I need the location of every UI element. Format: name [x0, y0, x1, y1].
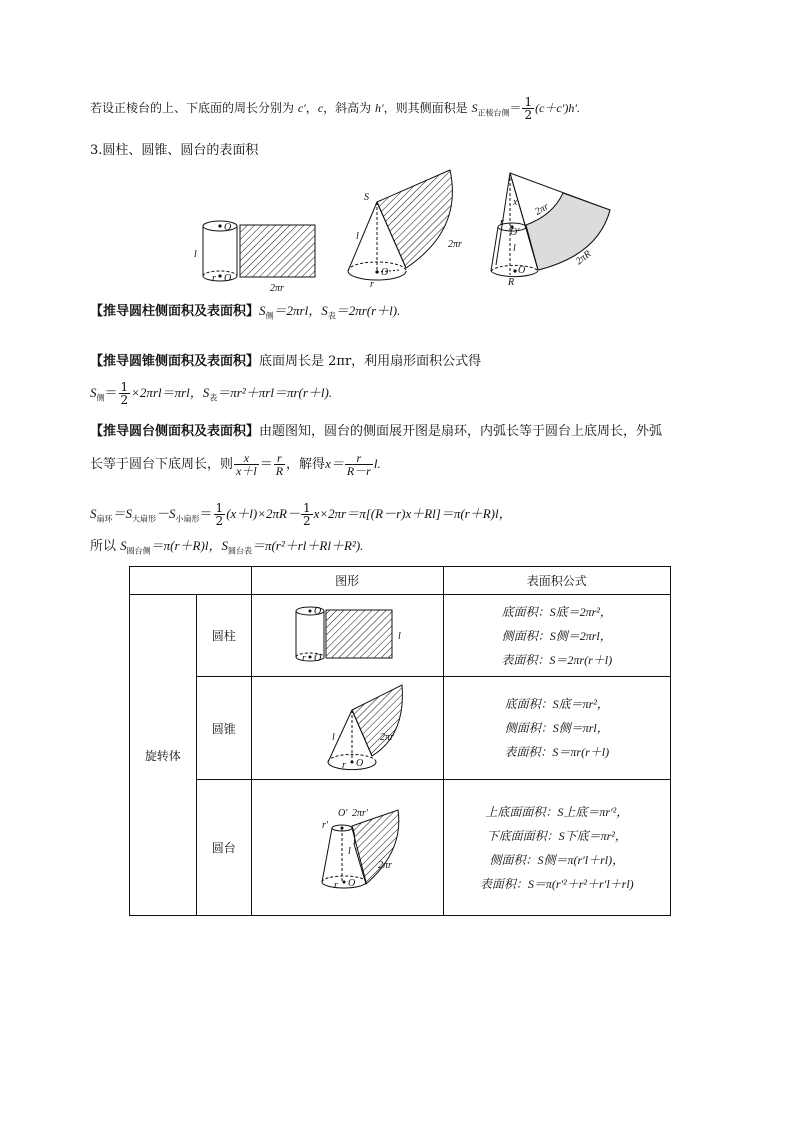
var-S: S — [471, 101, 478, 115]
table-row — [130, 595, 671, 677]
frustum-derivation-2: 长等于圆台下底周长，则 $\frac{x}{x+l}$ ＝ $\frac{r}{R}$ ，解得x＝ $\frac{r}{R-r}$ l. — [90, 451, 381, 478]
cone-S-label: S — [364, 192, 369, 203]
formula-line: 上底面面积：S上底＝πr′²， — [485, 804, 629, 819]
header-cell-empty — [130, 567, 252, 595]
frustum-formula-cell — [443, 780, 670, 916]
svg-text:O: O — [314, 606, 322, 617]
frustum-heading: 【推导圆台侧面积及表面积】 — [90, 424, 260, 439]
section-title: 3.圆柱、圆锥、圆台的表面积 — [90, 143, 259, 158]
frus-2pir-label: 2πr — [533, 201, 551, 218]
cyl-O2-label: O — [224, 273, 232, 284]
cyl-r-label: r — [212, 273, 216, 284]
top-diagrams — [180, 165, 620, 295]
frustum-final: 所以 $S_{圆台侧}=\pi(r+R)l$，$S_{圆台表}=\pi(r^2+rl+Rl+R^2)$. — [90, 538, 364, 556]
svg-text:O′: O′ — [338, 808, 348, 819]
row-name-frustum: 圆台 — [196, 780, 251, 916]
svg-text:r′: r′ — [322, 820, 329, 831]
intro-text-3: ，则其侧面积是 — [383, 101, 468, 115]
formula-line: 表面积：S＝πr(r＋l) — [504, 745, 610, 759]
frus-O-label: O — [518, 265, 526, 276]
frustum-derivation-1: 【推导圆台侧面积及表面积】由题图知，圆台的侧面展开图是扇环，内弧长等于圆台上底周长，外弧 — [90, 424, 663, 439]
cyl-heading: 【推导圆柱侧面积及表面积】 — [90, 304, 260, 319]
cone-O-label: O — [381, 267, 389, 278]
row-name-cylinder: 圆柱 — [196, 595, 251, 677]
svg-text:O: O — [356, 757, 364, 769]
frustum-figure — [491, 173, 610, 288]
formula-line: 下底面面积：S下底＝πr²， — [486, 828, 627, 843]
formula-line: 表面积：S＝2πr(r＋l) — [501, 652, 613, 667]
frustum-ring-formula: $S_{扇环}=S_{大扇形}-S_{小扇形}=$ $\frac{1}{2}$ (x＋l)×2πR－ $\frac{1}{2}$ x×2πr＝π[(R－r)x＋Rl]＝π(r＋R)l， — [90, 501, 512, 528]
svg-text:l: l — [332, 731, 335, 743]
cyl-O-label: O — [224, 222, 232, 233]
header-cell-figure: 图形 — [251, 567, 443, 595]
svg-text:l: l — [398, 631, 401, 642]
intro-line — [90, 96, 580, 122]
frus-r-label: r — [500, 217, 504, 228]
cylinder-formula-cell — [443, 595, 670, 677]
fraction-half: $\frac{1}{2}$ — [524, 95, 533, 122]
frus-x-label: x — [513, 197, 518, 208]
formula-tail: (c＋c′)h′. — [535, 101, 581, 115]
formula-line: 底面积：S底＝πr²， — [504, 697, 609, 711]
cyl-l-label: l — [194, 249, 197, 260]
frus-O1-label: O′ — [510, 227, 520, 238]
table-header-row — [130, 567, 671, 595]
table-cylinder-figure — [282, 601, 412, 667]
equals: ＝ — [509, 101, 522, 115]
svg-text:r: r — [342, 759, 347, 771]
svg-text:2πr: 2πr — [380, 731, 395, 743]
cylinder-figure-cell — [251, 595, 443, 677]
group-cell: 旋转体 — [130, 595, 197, 916]
formula-line: 侧面积：S侧＝2πrl， — [501, 628, 612, 643]
cone-l-label: l — [356, 231, 359, 242]
formula-line: 侧面积：S侧＝π(r′l＋rl)， — [489, 852, 625, 867]
svg-text:2πr: 2πr — [378, 860, 393, 871]
formula-table — [129, 566, 671, 916]
frus-R-label: R — [508, 277, 515, 288]
frus-2piR-label: 2πR — [573, 248, 594, 268]
svg-text:l: l — [348, 846, 351, 857]
cone-derivation: 【推导圆锥侧面积及表面积】底面周长是 2πr，利用扇形面积公式得 — [90, 354, 482, 369]
var-h-prime: h′ — [374, 101, 384, 115]
formula-line: 表面积：S＝π(r′²＋r²＋r′l＋rl) — [479, 876, 634, 891]
var-c-prime: c′ — [297, 101, 306, 115]
svg-text:r: r — [334, 880, 339, 891]
svg-text:r: r — [302, 653, 307, 664]
table-frustum-figure — [282, 796, 412, 896]
frustum-figure-cell — [251, 780, 443, 916]
intro-text: 若设正棱台的上、下底面的周长分别为 — [90, 101, 295, 115]
cone-figure — [348, 170, 462, 290]
cone-heading: 【推导圆锥侧面积及表面积】 — [90, 354, 260, 369]
svg-text:O: O — [314, 653, 322, 664]
cone-formula: $S_侧=$ $\frac{1}{2}$ ×2πrl＝πrl，$S_表=\pi r^2+\pi rl=\pi r(r+l)$. — [90, 380, 333, 407]
svg-text:2πr′: 2πr′ — [352, 808, 369, 819]
table-row — [130, 780, 671, 916]
cone-figure-cell — [251, 677, 443, 780]
subscript: 正棱台侧 — [477, 108, 510, 118]
table-row — [130, 677, 671, 780]
cone-2pir-label: 2πr — [448, 239, 462, 250]
svg-text:O: O — [348, 878, 356, 889]
row-name-cone: 圆锥 — [196, 677, 251, 780]
cone-formula-cell — [443, 677, 670, 780]
formula-line: 侧面积：S侧＝πrl， — [504, 721, 609, 735]
cyl-derivation: 【推导圆柱侧面积及表面积】$S_侧=2\pi rl$，$S_表=2\pi r(r+l)$. — [90, 303, 401, 321]
var-c: c — [317, 101, 324, 115]
frus-l-label: l — [513, 243, 516, 254]
intro-text-2: ，斜高为 — [323, 101, 372, 115]
cone-r-label: r — [370, 279, 374, 290]
formula-line: 底面积：S底＝2πr²， — [501, 604, 612, 619]
cylinder-figure — [194, 221, 315, 294]
comma: ， — [305, 101, 318, 115]
header-cell-formula: 表面积公式 — [443, 567, 670, 595]
cyl-2pir-label: 2πr — [270, 283, 284, 294]
table-cone-figure — [282, 680, 412, 774]
